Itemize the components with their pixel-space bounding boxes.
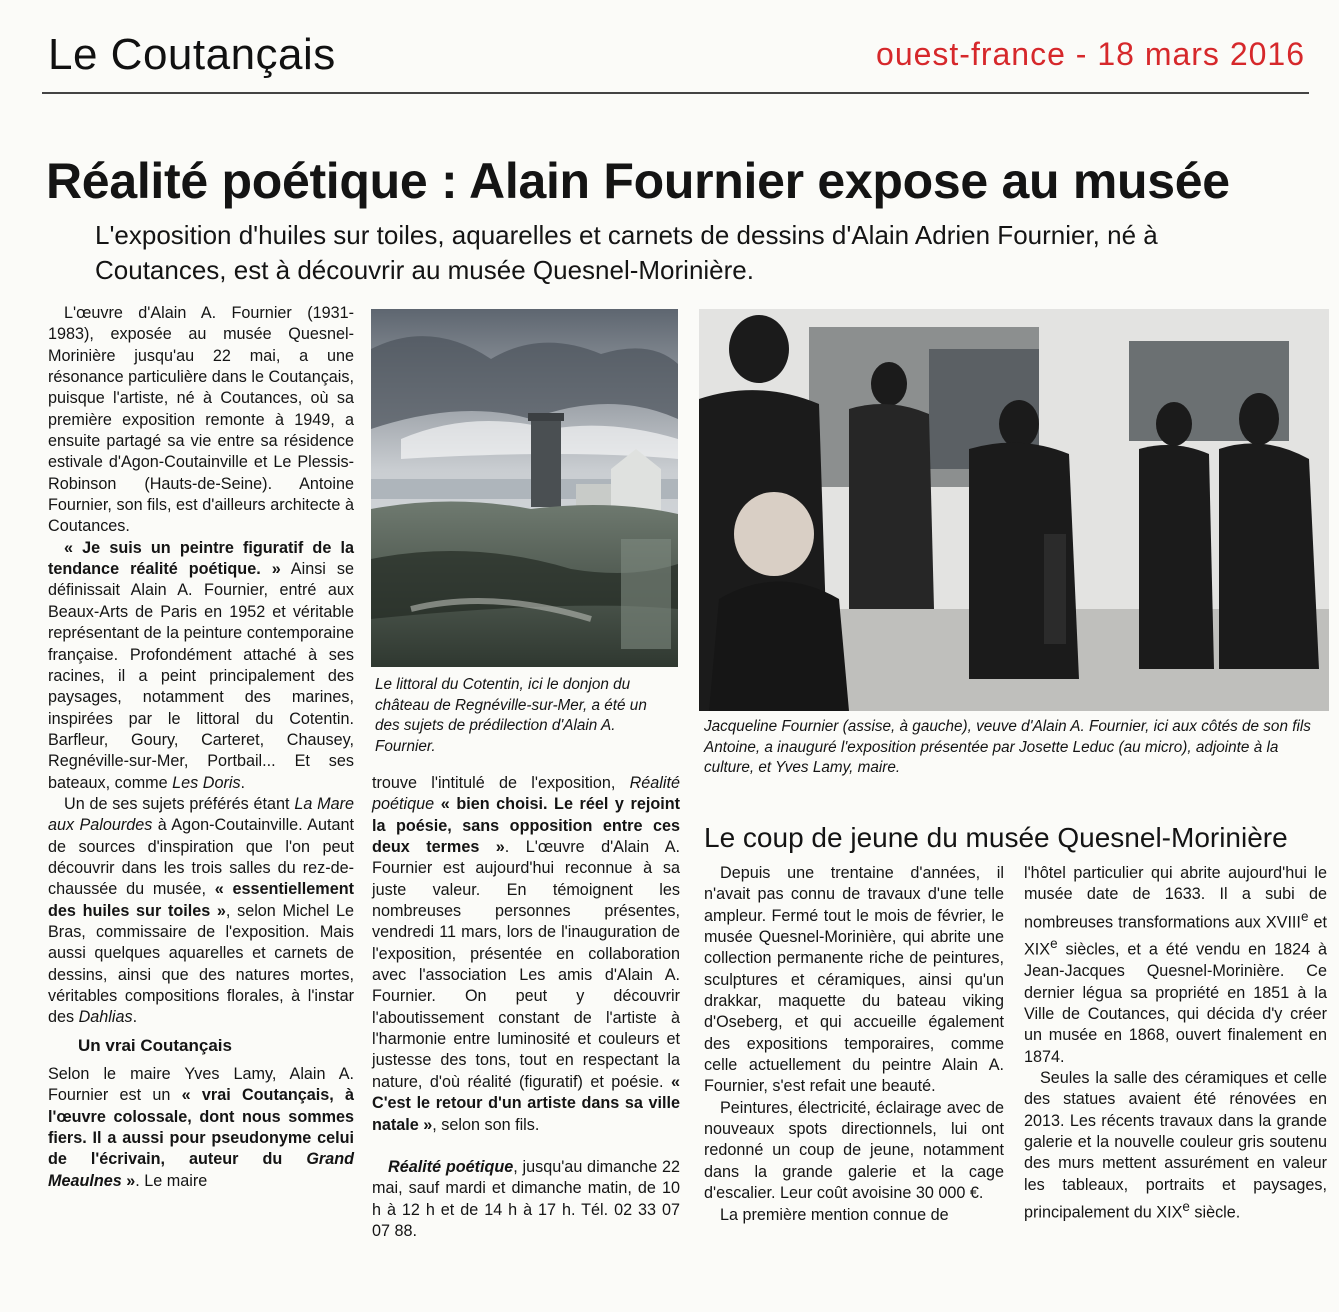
header-divider xyxy=(42,92,1309,94)
sidebar-title: Le coup de jeune du musée Quesnel-Morinière xyxy=(704,822,1288,853)
article-column-1 xyxy=(48,303,354,1192)
sidebar-column-1 xyxy=(704,863,1004,1226)
paragraph: L'œuvre d'Alain A. Fournier (1931-1983), exposée au musée Quesnel-Morinière jusqu'au 22 mai, a une résonance particulière dans le Coutançais, puisque l'artiste, né à Coutances, où sa première exposition remonte à 1949, a ensuite partagé sa vie entre sa résidence estivale d'Agon-Coutainville et Le Plessis-Robinson (Hauts-de-Seine). Antoine Fournier, son fils, est d'ailleurs architecte à Coutances. xyxy=(48,304,354,536)
source-date: ouest-france - 18 mars 2016 xyxy=(876,36,1305,72)
paragraph: La première mention connue de xyxy=(720,1205,949,1224)
quote: « C'est le retour d'un artiste dans sa ville natale » xyxy=(372,1072,680,1134)
paragraph: Selon le maire Yves Lamy, Alain A. Fournier est un « vrai Coutançais, à l'œuvre colossale, dont nous sommes fiers. Il a aussi pour pseudonyme celui de l'écrivain, auteur du Grand Meaulnes ». Le maire xyxy=(48,1065,354,1190)
paragraph: « Je suis un peintre figuratif de la tendance réalité poétique. » Ainsi se définissait Alain A. Fournier, entré aux Beaux-Arts de Paris en 1952 et véritable représentant de la peinture contemporaine française. Profondément attaché à ses racines, il a peint principalement des paysages, notamment des marines, inspirées par le littoral du Cotentin. Barfleur, Goury, Carteret, Chausey, Regnéville-sur-Mer, Portbail... Et ses bateaux, comme Les Doris. xyxy=(48,538,354,792)
quote: « Je suis un peintre figuratif de la tendance réalité poétique. » xyxy=(48,538,354,579)
event-photo-caption: Jacqueline Fournier (assise, à gauche), veuve d'Alain A. Fournier, ici aux côtés de son fils Antoine, a inauguré l'exposition présentée par Josette Leduc (au micro), adjointe à la culture, et Yves Lamy, maire. xyxy=(704,718,1311,777)
section-title: Le Coutançais xyxy=(48,30,336,79)
practical-info: Réalité poétique, jusqu'au dimanche 22 mai, sauf mardi et dimanche matin, de 10 h à 12 h et de 14 h à 17 h. Tél. 02 33 07 07 88. xyxy=(372,1157,680,1240)
event-photo xyxy=(699,309,1329,711)
paragraph: Peintures, électricité, éclairage avec de nouveaux spots directionnels, lui ont redonné un coup de jeune, notamment dans la grande galerie et la cage d'escalier. Leur coût avoisine 30 000 €. xyxy=(704,1098,1004,1203)
paragraph: Depuis une trentaine d'années, il n'avait pas connu de travaux d'une telle ampleur. Fermé tout le mois de février, le musée Quesnel-Morinière, qui abrite une collection permanente riche de peintures, sculptures et céramiques, ainsi qu'un drakkar, maquette du bateau viking d'Oseberg, et qui accueille également des expositions temporaires, comme celle actuellement du peintre Alain A. Fournier, s'est refait une beauté. xyxy=(704,864,1004,1096)
painting-image xyxy=(371,309,678,667)
paragraph: Un de ses sujets préférés étant La Mare aux Palourdes à Agon-Coutainville. Autant de sources d'inspiration que l'on peut découvrir dans les trois salles du rez-de-chaussée du musée, « essentiellement des huiles sur toiles », selon Michel Le Bras, commissaire de l'exposition. Mais aussi quelques aquarelles et carnets de dessins, ainsi que des natures mortes, véritables compositions florales, à l'instar des Dahlias. xyxy=(48,794,355,1027)
article-standfirst: L'exposition d'huiles sur toiles, aquarelles et carnets de dessins d'Alain Adrien Fournier, né à Coutances, est à découvrir au musée Quesnel-Morinière. xyxy=(95,220,1158,285)
sidebar-column-2 xyxy=(1024,863,1327,1224)
paragraph: trouve l'intitulé de l'exposition, Réalité poétique « bien choisi. Le réel y rejoint la poésie, sans opposition entre ces deux termes ». L'œuvre d'Alain A. Fournier est aujourd'hui reconnue à sa juste valeur. En témoignent les nombreuses personnes présentes, vendredi 11 mars, lors de l'inauguration de l'exposition, présentée en collaboration avec l'association Les amis d'Alain A. Fournier. On peut y découvrir l'aboutissement constant de l'artiste à l'harmonie entre luminosité et couleurs et justesse des tons, tout en respectant la nature, d'où réalité (figuratif) et poésie. « C'est le retour d'un artiste dans sa ville natale », selon son fils. xyxy=(372,774,681,1134)
article-headline: Réalité poétique : Alain Fournier expose au musée xyxy=(46,153,1230,209)
paragraph: l'hôtel particulier qui abrite aujourd'hui le musée date de 1633. Il a subi de nombreuses transformations aux XVIIIe et XIXe siècles, et a été vendu en 1824 à Jean-Jacques Quesnel-Morinière. Ce dernier légua sa propriété en 1851 à la Ville de Coutances, qui décida d'y créer un musée en 1868, ouvert finalement en 1874. xyxy=(1024,864,1327,1066)
quote: « vrai Coutançais, à l'œuvre colossale, dont nous sommes fiers. Il a aussi pour pseudonyme celui de l'écrivain, auteur du Grand Meaulnes » xyxy=(48,1086,354,1190)
painting-photo xyxy=(371,309,678,667)
subheading: Un vrai Coutançais xyxy=(78,1035,232,1055)
paragraph: Seules la salle des céramiques et celle des statues avaient été rénovées en 2013. Les récents travaux dans la grande galerie et la nouvelle couleur gris soutenu des murs mettent assurément en valeur les tableaux, portraits et paysages, principalement du XIXe siècle. xyxy=(1024,1068,1327,1222)
quote: « essentiellement des huiles sur toiles » xyxy=(48,880,354,920)
quote: « bien choisi. Le réel y rejoint la poésie, sans opposition entre ces deux termes » xyxy=(372,795,680,857)
event-image xyxy=(699,309,1329,711)
painting-caption: Le littoral du Cotentin, ici le donjon du château de Regnéville-sur-Mer, a été un des sujets de prédilection d'Alain A. Fournier. xyxy=(375,676,647,756)
article-column-2 xyxy=(372,773,680,1242)
